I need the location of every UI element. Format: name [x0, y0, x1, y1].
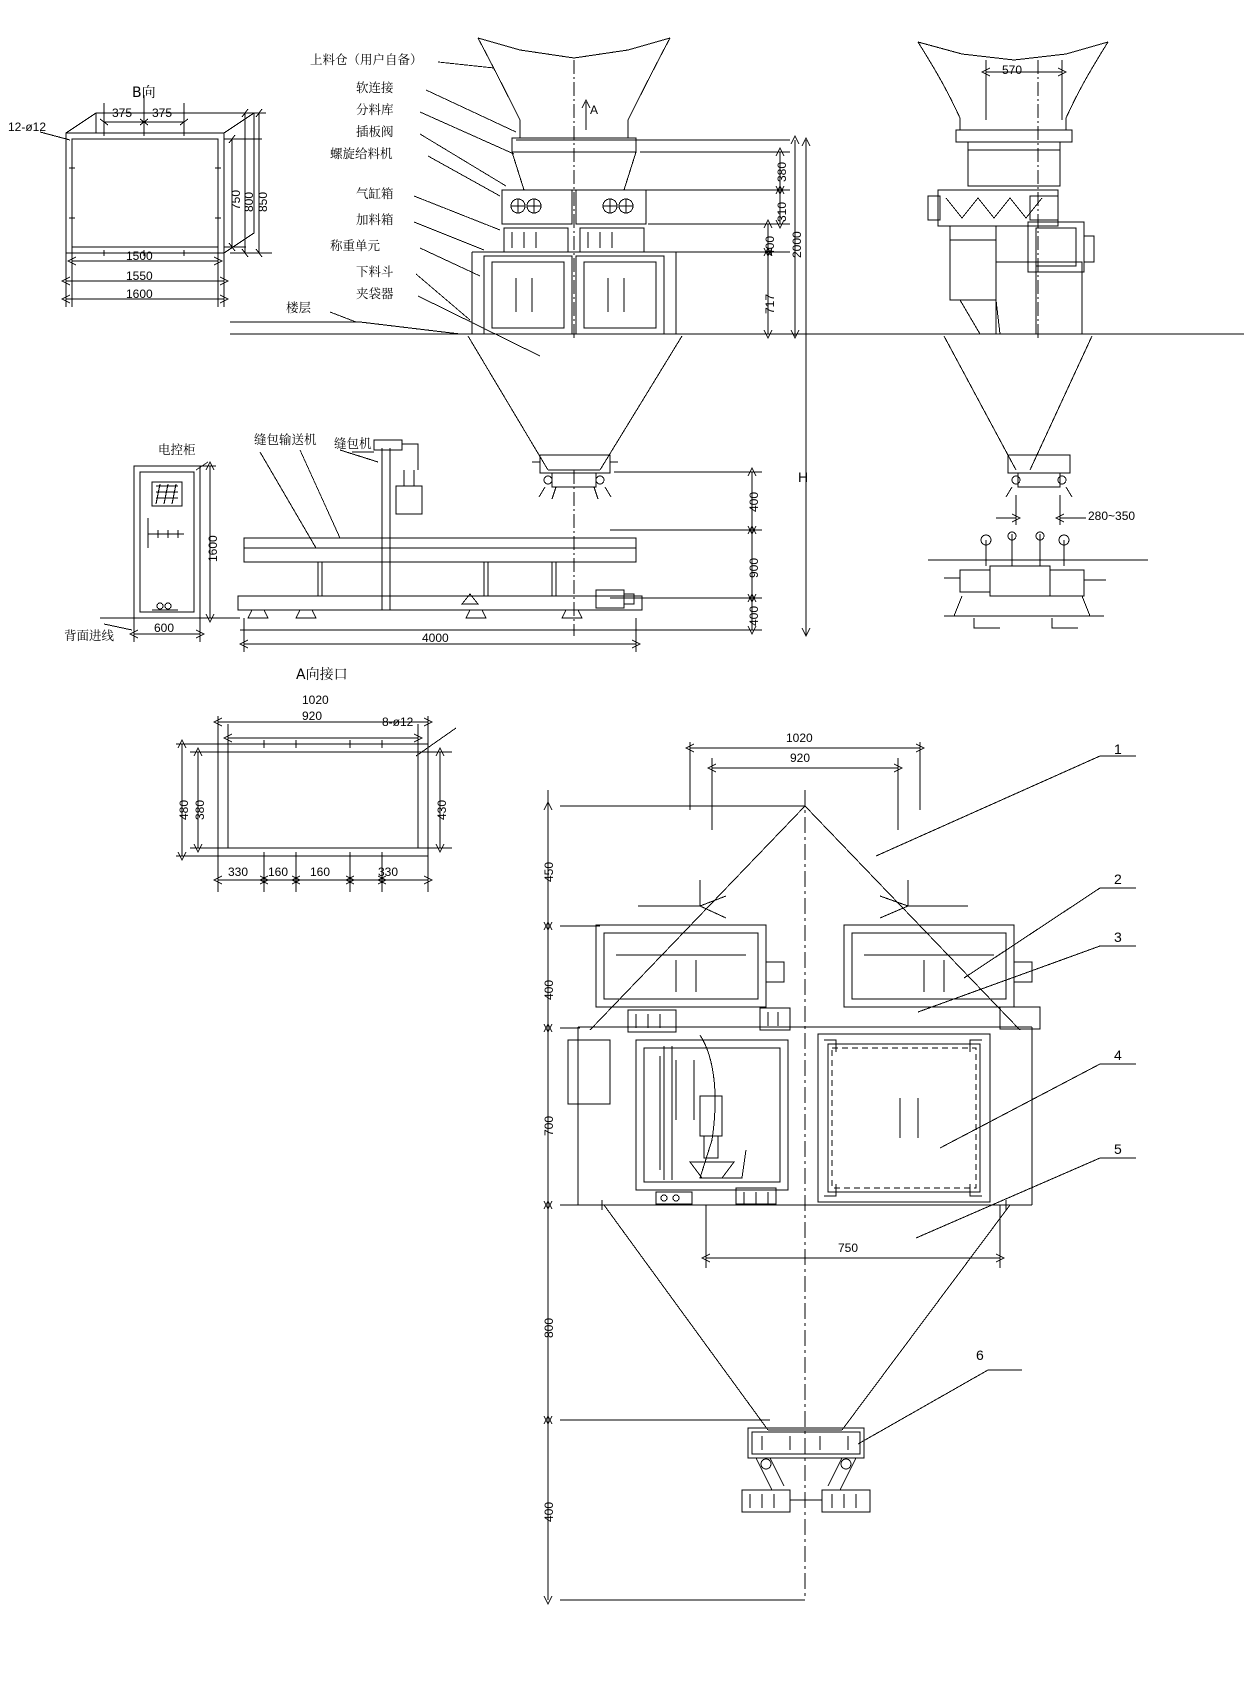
side-dim-570: 570: [1002, 63, 1023, 77]
side-dim-280-350: 280~350: [1088, 509, 1136, 523]
label-feeding-box: 加料箱: [356, 212, 394, 227]
label-plug-valve: 插板阀: [356, 124, 394, 139]
detail-dim-450: 450: [542, 861, 556, 882]
conveyor-dim-4000: 4000: [422, 631, 449, 645]
view-b-dim-1550: 1550: [126, 269, 153, 283]
front-dim-717: 717: [763, 293, 777, 314]
detail-dim-750: 750: [838, 1241, 859, 1255]
label-weighing-unit: 称重单元: [330, 238, 381, 253]
interface-dim-920: 920: [302, 709, 323, 723]
interface-dim-430: 430: [435, 799, 449, 820]
callout-4: 4: [1114, 1047, 1122, 1063]
detail-dim-1020: 1020: [786, 731, 813, 745]
interface-dim-160-right: 160: [310, 865, 331, 879]
cabinet-dim-1600: 1600: [206, 535, 220, 562]
label-floor-level: 楼层: [286, 300, 312, 315]
view-b-hole-note: 12-ø12: [8, 120, 47, 134]
front-dim-380: 380: [775, 161, 789, 182]
label-screw-feeder: 螺旋给料机: [330, 146, 393, 161]
view-b-dim-850: 850: [256, 191, 270, 212]
interface-dim-1020: 1020: [302, 693, 329, 707]
detail-dim-800: 800: [542, 1317, 556, 1338]
interface-dim-160-left: 160: [268, 865, 289, 879]
front-dim-400-bottom: 400: [747, 605, 761, 626]
section-arrow-a: A: [590, 103, 599, 117]
callout-5: 5: [1114, 1141, 1122, 1157]
front-dim-400-top: 400: [747, 491, 761, 512]
detail-dim-400: 400: [542, 979, 556, 1000]
front-dim-400: 400: [763, 235, 777, 256]
cabinet-dim-600: 600: [154, 621, 175, 635]
front-dim-310: 310: [775, 201, 789, 222]
front-dim-2000: 2000: [790, 231, 804, 258]
view-b-title: B向: [132, 85, 156, 101]
view-b-dim-375-left: 375: [112, 106, 133, 120]
label-flexible-connection: 软连接: [356, 80, 394, 95]
interface-dim-330-right: 330: [378, 865, 399, 879]
callout-6: 6: [976, 1347, 984, 1363]
label-cylinder-box: 气缸箱: [356, 186, 394, 201]
label-bag-conveyor: 缝包输送机: [254, 432, 317, 447]
label-upper-hopper: 上料仓（用户自备）: [310, 52, 423, 67]
view-b-dim-750: 750: [229, 189, 243, 210]
view-b-dim-375-right: 375: [152, 106, 173, 120]
view-b-dim-1600: 1600: [126, 287, 153, 301]
interface-hole-note: 8-ø12: [382, 715, 414, 729]
callout-2: 2: [1114, 871, 1122, 887]
detail-dim-920: 920: [790, 751, 811, 765]
detail-dim-400-bottom: 400: [542, 1501, 556, 1522]
callout-3: 3: [1114, 929, 1122, 945]
interface-dim-480: 480: [177, 799, 191, 820]
front-dim-h: H: [798, 469, 809, 485]
callout-1: 1: [1114, 741, 1122, 757]
interface-a-title: A向接口: [296, 667, 348, 683]
label-bag-sewing-machine: 缝包机: [334, 436, 372, 451]
label-discharge-hopper: 下料斗: [356, 264, 394, 279]
label-rear-wiring-inlet: 背面进线: [64, 628, 115, 643]
interface-dim-380: 380: [193, 799, 207, 820]
view-b-dim-1500: 1500: [126, 249, 153, 263]
label-bag-clamp: 夹袋器: [356, 286, 394, 301]
label-distribution-bin: 分料库: [356, 102, 394, 117]
label-control-cabinet: 电控柜: [158, 442, 196, 457]
detail-dim-700: 700: [542, 1115, 556, 1136]
front-dim-900: 900: [747, 557, 761, 578]
detail-view-geometry: [544, 742, 1136, 1604]
view-b-dim-800: 800: [242, 191, 256, 212]
side-view-geometry: [836, 42, 1244, 628]
interface-dim-330-left: 330: [228, 865, 249, 879]
